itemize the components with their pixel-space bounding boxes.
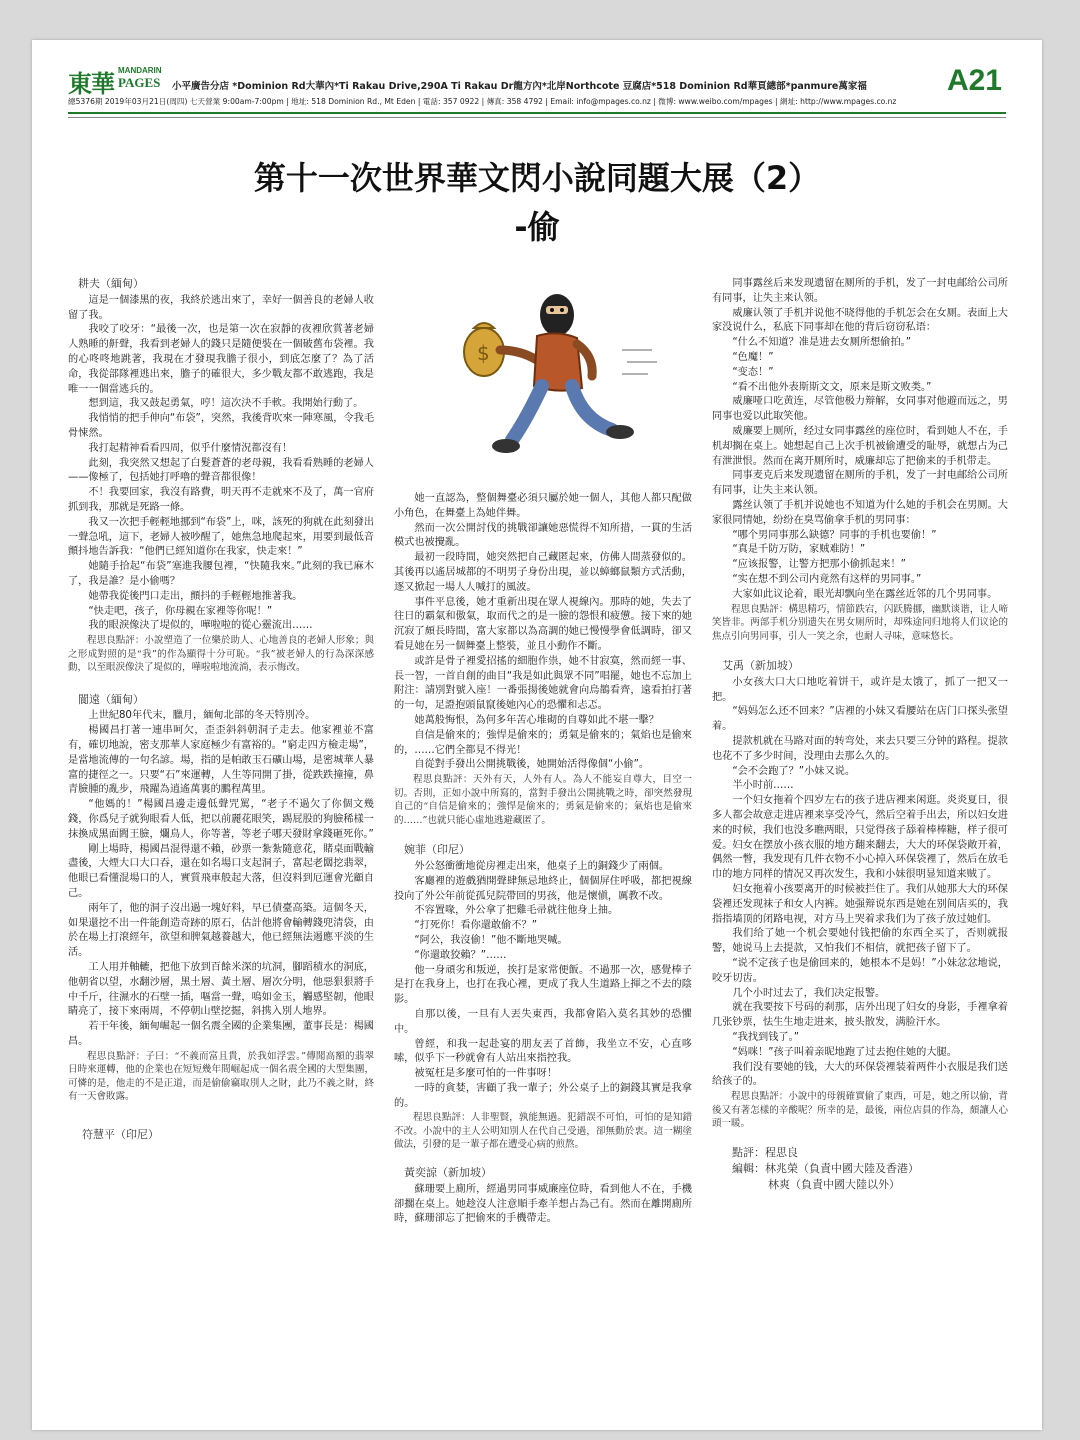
paragraph: 自從對手發出公開挑戰後，她開始活得像個“小偷”。 [414, 759, 650, 771]
paragraph: “看不出他外表斯斯文文，原来是斯文败类。” [732, 381, 932, 393]
page-number: A21 [946, 64, 1002, 97]
story-body [712, 676, 1008, 1090]
paragraph: “应该报警，让警方把那小偷抓起来！” [732, 559, 906, 571]
header-branches: 小平廣告分店 *Dominion Rd大華內*Ti Rakau Drive,290A Ti Rakau Dr龍方內*北岸Northcote 豆腐店*518 Dominion Rd華頁總部*panmure萬家福 [172, 81, 867, 92]
paragraph: 上世紀80年代末，臘月，緬甸北部的冬天特別冷。 [88, 710, 316, 722]
story-body [68, 709, 374, 1049]
paragraph: “他媽的！”楊國昌邊走邊低聲咒罵，“老子不過欠了你個文幾錢，你爲兒子就狗眼看人低，把以前麗花眼笑，踢屁股的狗臉稀樣一抹換成黑面閻王臉，爛鳥人，你等著，等老子哪天發財拿錢砸死你。” [68, 799, 374, 840]
column-left [68, 277, 374, 1143]
logo-chinese: 東華 [68, 69, 114, 98]
paragraph: 她萬般悔恨，為何多年苦心堆砌的自尊如此不堪一擊？ [414, 714, 659, 726]
story-byline: 符慧平（印尼） [82, 1127, 159, 1141]
paragraph: 曾經，和我一起赴宴的朋友丟了首飾，我坐立不安，心直哆嗦，似乎下一秒就會有人站出來指控我。 [394, 1038, 692, 1065]
paragraph: 小女孩大口大口地吃着饼干，或许是太饿了，抓了一把又一把。 [712, 676, 1008, 703]
paragraph: 然而一次公開討伐的挑戰卻讓她惡慌得不知所措，一貫的生活模式也被攪亂。 [394, 522, 692, 549]
reviewer-comment: 程思良點評：小說中的母親確實偷了東西，可是，她之所以偷，背後又有著怎樣的辛酸呢？所幸的是，最後，兩位店員的作為，頗讓人心頭一暖。 [712, 1091, 1008, 1130]
paragraph: “阿公，我沒偷！”他不斷地哭喊。 [414, 934, 568, 946]
paragraph: “真是千防万防，家贼难防！” [732, 544, 866, 556]
column-right [712, 277, 1008, 1193]
reviewer-comment: 程思良點評：小說塑造了一位樂於助人、心地善良的老婦人形象；與之形成對照的是“我”的作為顯得十分可恥。“我”被老婦人的行為深深感動，以至眼淚像決了堤似的，嘩啦啦地流淌，表示悔改。 [68, 635, 374, 674]
story-body [394, 860, 692, 1112]
paragraph: 我悄悄的把手伸向“布袋”，突然，我後背吹來一陣寒風，令我毛骨悚然。 [68, 413, 375, 439]
credit-reviewer: 點評：程思良 [732, 1145, 798, 1159]
paragraph: 同事麦克后来发现遗留在厕所的手机，发了一封电邮给公司所有同事，让失主来认领。 [712, 470, 1008, 497]
paragraph: 一時的貪婪，害顧了我一輩子；外公桌子上的銅錢其實是我拿的。 [394, 1082, 692, 1109]
paragraph: 就在我要按下号码的刹那，店外出现了妇女的身影，手裡拿着几张钞票，怯生生地走进来，披头散发，满脸汗水。 [712, 1002, 1008, 1029]
paragraph: 若干年後，緬甸崛起一個名震全國的企業集團，董事長是：楊國昌。 [68, 1021, 374, 1047]
paragraph: “变态！” [732, 366, 774, 378]
page-subtitle: -偷 [514, 208, 560, 246]
paragraph: 事件平息後，她才重新出現在眾人視線內。那時的她，失去了往日的霸氣和傲氣，取而代之的是一臉的怨恨和疲憊。接下來的她沉寂了頗長時間，富大家都以為高調的她已慢慢學會低調時，卻又看見她在另一個舞臺上整裝，並且小動作不斷。 [394, 596, 692, 652]
paragraph: 他一身頑劣和叛逆，挨打是家常便飯。不過那一次，感覺棒子是打在我身上，也打在我心裡，更成了我人生道路上揮之不去的陰影。 [394, 964, 692, 1006]
paragraph: 我打起精神看看四周，似乎什麼情況都沒有！ [88, 442, 293, 454]
paragraph: “什么不知道？准是进去女厕所想偷拍。” [732, 337, 912, 349]
paragraph: “你還敢狡賴？”…… [414, 949, 507, 961]
paragraph: 威廉哑口吃黄连，尽管他极力辩解，女同事对他避而远之，男同事也爱以此取笑他。 [712, 396, 1008, 423]
logo-english: PAGES [118, 75, 161, 90]
paragraph: 大家如此议论着，眼光却飘向坐在露丝近邻的几个男同事。 [732, 588, 998, 600]
story-body [394, 492, 692, 773]
column-middle [394, 492, 692, 1227]
paragraph: 外公怒衝衝地從房裡走出來，他桌子上的銅錢少了兩個。 [414, 860, 670, 872]
paragraph: “实在想不到公司内竟然有这样的男同事。” [732, 573, 922, 585]
paragraph: 我们给了她一个机会要她付钱把偷的东西全买了，否则就报警，她说马上去提款，又怕我们不相信，就把孩子留下了。 [712, 928, 1008, 955]
paragraph: 被冤枉是多麼可怕的一件事呀！ [414, 1068, 558, 1080]
paragraph: “我找到钱了。” [732, 1031, 799, 1043]
paragraph: 半小时前…… [732, 780, 794, 792]
header-rule-thin [68, 117, 1006, 118]
newspaper-page [32, 40, 1042, 1430]
paragraph: 想到這，我又鼓起勇氣，哼！這次決不手軟。我開始行動了。 [88, 398, 364, 410]
reviewer-comment: 程思良點評：天外有天，人外有人。為人不能妄自尊大，目空一切。否則，正如小說中所寫的，當對手發出公開挑戰之時，卻突然發現自己的“自信是偷來的；強悍是偷來的；勇氣是偷來的；氣焰也是偷來的……”也就只能心虛地逃避藏匿了。 [394, 774, 692, 826]
paragraph: 或許是骨子裡愛招搖的細胞作祟，她不甘寂寞，然而經一事、長一智，一首自創的曲目“我是如此與眾不同”唱罷，她也不忘加上附注：請別對號入座！一番張揚後她就會向烏鵲看齊，遠看拍打著的一句，足證抱頭鼠竄後她內心的恐懼和忐忑。 [394, 655, 692, 712]
paragraph: 一个妇女拖着个四岁左右的孩子进店裡来闲逛。炎炎夏日，很多人都会故意走进店裡来享受冷气，然后空着手出去，所以妇女进来的时候，我们也没多瞧两眼，只觉得孩子舔着棒棒糖，样子很可爱。妇女在摆放小孩衣服的地方翻来翻去，大大的环保袋敞开着，偶然一瞥，我发现有几件衣物不小心掉入环保袋裡了，然后在放毛巾的地方同样的情况又再次发生，我和小妹很明显知道来贼了。 [712, 795, 1008, 881]
paragraph: “说不定孩子也是偷回来的，她根本不是妈！”小妹忿忿地说，咬牙切齿。 [712, 957, 1008, 984]
paragraph: 威廉要上厕所，经过女同事露丝的座位时，看到她人不在，手机却搁在桌上。她想起自己上次手机被偷遭受的耻辱，就想占为己有泄泄恨。然而在离开厕所时，威廉却忘了把偷来的手机带走。 [712, 425, 1008, 467]
credit-editor: 編輯：林兆榮（負責中國大陸及香港） [732, 1161, 919, 1175]
paragraph: 几个小时过去了，我们决定报警。 [732, 987, 886, 999]
thief-with-money-bag-icon [422, 280, 672, 490]
paragraph: 我咬了咬牙：“最後一次，也是第一次在寂靜的夜裡欣賞著老婦人熟睡的鼾聲，我看到老婦人的錢只是隨便裝在一個破舊布袋裡。我的心咚咚地跳著，我現在才發現我膽子很小，到底怎麼了？為了活命，我從部隊裡逃出來，膽子的確很大，多少戰友都不敢逃跑，我是唯一一個當逃兵的。 [68, 324, 374, 395]
header-info-line: 總5376期 2019年03月21日(周四) 七天營業 9:00am-7:00pm | 地址: 518 Dominion Rd., Mt Eden | 電話: 357 0922 | 傳真: 358 4792 | Email: info@mpages.co.nz | 微博: www.weibo.com/mpages | 網址: http://www.mpages.co.nz [68, 97, 897, 106]
paragraph: 威廉认领了手机并说他不晓得他的手机怎会在女厕。表面上大家没说什么，私底下同事却在他的背后窃窃私语： [712, 307, 1008, 334]
paragraph: 提款机就在马路对面的转弯处，来去只要三分钟的路程。提款也花不了多少时间，没理由去那么久的。 [712, 736, 1008, 762]
paragraph: 兩年了，他的洞子沒出過一塊好料，早已債臺高築。這個冬天，如果還挖不出一件能創造奇跡的原石，估計他將會輸轉錢兜清袋，由於在場上打滾經年，欲望和脾氣越養越大，他已經無法遏應平淡的生活。 [68, 902, 374, 959]
header-rule [68, 112, 1006, 114]
paragraph: 楊國昌打著一連串呵欠，歪歪斜斜朝洞子走去。他家裡並不富有，確切地說，密支那華人家庭極少有富裕的。“窮走四方檢走場”，是當地流傳的一句名諺。場，指的是帕敢玉石礦山場，是密城華人暴富的捷徑之一。只要“石”來運轉，人生等同開了掛，從跌跌撞撞，鼻青臉腫的亂步，飛躍為逍遙萬裏的鵬程萬里。 [68, 725, 374, 796]
paragraph: “哪个男同事那么缺德？同事的手机也要偷！” [732, 529, 937, 541]
story-byline: 閬遠（緬甸） [78, 692, 144, 706]
paragraph: “色魔！” [732, 351, 774, 363]
logo-english-small: MANDARIN [118, 66, 162, 75]
paragraph: 這是一個漆黑的夜，我終於逃出來了，幸好一個善良的老婦人收留了我。 [68, 294, 374, 321]
paragraph: “打死你！看你還敢偷不？” [414, 920, 538, 932]
paragraph: 不容置喙，外公拿了把雞毛帚就往他身上抽。 [414, 905, 619, 917]
paragraph: 她隨手拾起“布袋”塞進我腰包裡，“快隨我來。”此刻的我已麻木了，我是誰？是小偷嗎？ [68, 561, 374, 587]
credits [712, 1145, 1008, 1193]
story-byline: 婉菲（印尼） [404, 843, 470, 857]
svg-text:$: $ [477, 341, 490, 365]
paragraph: “妈妈怎么还不回来？”店裡的小妹又看腰站在店门口探头张望着。 [712, 706, 1008, 733]
paragraph: 客廳裡的遊戲猶開聲肆無忌地終止，個個屏住呼吸，都把視線投向了外公年前從孤兒院帶回的男孩，他是懷愼，厲教不改。 [394, 875, 692, 902]
story-body [68, 294, 374, 634]
story-body [712, 277, 1008, 603]
paragraph: “妈咪！”孩子叫着亲昵地跑了过去抱住她的大腿。 [732, 1046, 957, 1058]
paragraph: 妇女拖着小孩要离开的时候被拦住了。我们从她那大大的环保袋裡还发现袜子和女人内裤。她强辩说东西是她在别间店买的，我指指墙顶的闭路电视，对方马上哭着求我们为了孩子放过她们。 [712, 883, 1008, 925]
reviewer-comment: 程思良點評：構思精巧，情節跌宕，闪跃腾挪，幽默谈谐，让人啼笑皆非。两部手机分别遗失在男女厕所时，却殊途同归地将人们议论的焦点引向男同事，引人一笑之余，也耐人寻味，意味悠长。 [712, 603, 1008, 642]
paragraph: 她一直認為，整個舞臺必須只屬於她一個人，其他人都只配做小角色，在舞臺上為她伴舞。 [394, 493, 692, 519]
page-title: 第十一次世界華文閃小說同題大展（2） [253, 159, 821, 197]
paragraph: 同事露丝后来发现遗留在厕所的手机，发了一封电邮给公司所有同事，让失主来认领。 [712, 278, 1008, 304]
paragraph: 自那以後，一旦有人丟失東西，我都會陷入莫名其妙的恐懼中。 [394, 1008, 692, 1035]
paragraph: 我又一次把手輕輕地挪到“布袋”上，咪，該死的狗就在此刻發出一聲急吼，這下，老婦人被吵醒了，她焦急地爬起來，用要到最低音顫抖地告訴我：“他們已經知道你在我家，快走來！” [68, 516, 375, 558]
paragraph: 自信是偷來的；強悍是偷來的；勇氣是偷來的；氣焰也是偷來的，……它們全都見不得光！ [394, 729, 692, 756]
story-byline: 耕夫（緬甸） [78, 277, 144, 290]
paragraph: 工人用并軸轆，把他下放到百餘米深的坑洞，腳蹈積水的洞底，他朝省以望，水翻沙層，黑土層、黃土層、層次分明，他惡狠狠將手中千斤，往濕水的石壁一插，嘔當一聲，嗚如金玉，觸感堅韌，他眼睛亮了，接下來兩周，不停朝山壁挖掘，斜携入別人地界。 [68, 961, 374, 1018]
paragraph: 我们没有要她的钱，大大的环保袋裡装着两件小衣服是我们送给孩子的。 [712, 1061, 1008, 1088]
paragraph: 最初一段時間，她突然把自己藏匿起來，仿佛人間蒸發似的。其後再以遙居城都的不明男子身份出現，並以蟑螂鼠類方式活動，逐又掀起一場人人喊打的風波。 [394, 552, 692, 593]
paragraph: 我的眼淚像決了堤似的，嘩啦啦的從心靈流出…… [88, 620, 313, 632]
reviewer-comment: 程思良點評：人非聖賢，孰能無過。犯錯誤不可怕，可怕的是知錯不改。小說中的主人公明知別人在代自己受過，卻無動於衷。這一糊塗做法，引發的是一輩子都在遭受心病的煎熬。 [394, 1112, 692, 1151]
paragraph: 此刻，我突然又想起了白髮蒼蒼的老母親，我看看熟睡的老婦人——像極了，包括她打呼嚕的聲音都很像！ [68, 457, 374, 484]
credit-editor: 林爽（負責中國大陸以外） [768, 1177, 900, 1191]
paragraph: “会不会跑了？”小妹又说。 [732, 765, 856, 777]
story-byline: 黃奕諒（新加坡） [404, 1165, 492, 1179]
reviewer-comment: 程思良點評：子曰：“不義而富且貴，於我如浮雲。”傳聞高額的翡翠日時來運轉，他的企業也在短短幾年間崛起成一個名震全國的大型集團，可憐的是，他走的不是正道，而是偷偷竊取別人之財，此乃不義之財，終有一天會敗露。 [68, 1050, 374, 1103]
paragraph: 她帶我從後門口走出，顫抖的手輕輕地推著我。 [88, 590, 303, 602]
paragraph: 蘇珊要上廁所，經過男同事威廉座位時，看到他人不在，手機卻擱在桌上。她趁沒人注意順手牽羊想占為己有。然而在離開廁所時，蘇珊卻忘了把偷來的手機帶走。 [394, 1183, 692, 1225]
paragraph: “快走吧，孩子，你母親在家裡等你呢！” [88, 605, 273, 617]
story-body [394, 1183, 692, 1227]
paragraph: 不！我要回家，我沒有路費，明天再不走就來不及了，萬一官府抓到我，那就是死路一條。 [68, 487, 374, 513]
story-byline: 艾禹（新加坡） [722, 659, 799, 673]
paragraph: 露丝认领了手机并说她也不知道为什么她的手机会在男厕。大家很同情她，纷纷在臭骂偷拿手机的男同事： [712, 499, 1008, 526]
paragraph: 剛上場時，楊國昌混得還不賴，砂票一紮紮隨意花，賭桌面戰輸盡後，大煙大口大口吞，還在如名場口支起洞子，富起老闆挖翡翠，他眼已看懂混場口的人，實質飛車般起大落，但沒料到厄運會光顧自己。 [68, 843, 374, 899]
